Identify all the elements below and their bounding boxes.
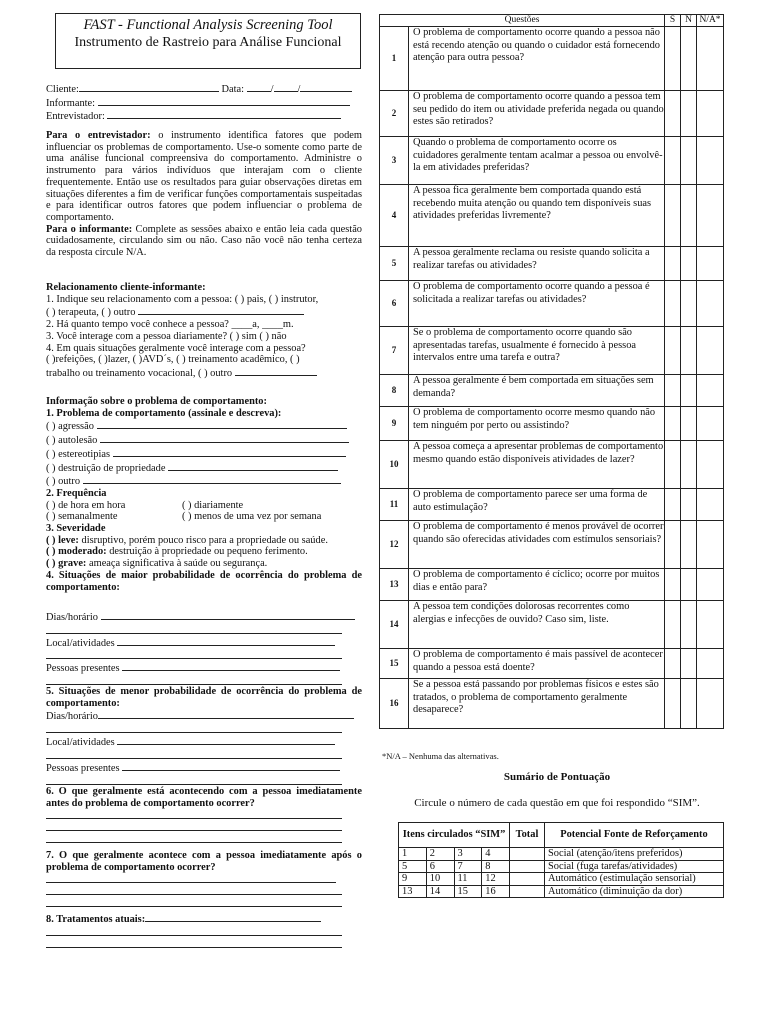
relationship-q1: 1. Indique seu relacionamento com a pessoa: ( ) pais, ( ) instrutor, <box>46 293 319 305</box>
question-number: 13 <box>380 569 409 601</box>
question-number: 4 <box>380 185 409 247</box>
behavior-heading: Informação sobre o problema de comportamento: <box>46 396 267 407</box>
cliente-label: Cliente: <box>46 84 79 95</box>
after-heading: 7. O que geralmente acontece com a pessoa imediatamente após o problema de comportamento ocorrer? <box>46 850 362 873</box>
local-field[interactable] <box>117 636 335 646</box>
summary-row <box>399 885 724 898</box>
na-answer-cell[interactable] <box>697 649 724 679</box>
summary-total-cell[interactable] <box>510 848 545 861</box>
no-answer-cell[interactable] <box>681 137 697 185</box>
yes-answer-cell[interactable] <box>665 27 681 91</box>
no-answer-cell[interactable] <box>681 91 697 137</box>
summary-total-cell[interactable] <box>510 860 545 873</box>
source-header: Potencial Fonte de Reforçamento <box>545 823 724 848</box>
problem-desc-field[interactable] <box>83 474 341 484</box>
question-text: Se o problema de comportamento ocorre quando são apresentadas tarefas, usualmente é fornecido à pessoa intervalos entre uma tarefa e outra? <box>409 327 665 375</box>
questions-body <box>380 27 724 729</box>
summary-row <box>399 848 724 861</box>
total-header: Total <box>510 823 545 848</box>
dias-label: Dias/horário <box>46 612 98 623</box>
summary-item-number[interactable]: 13 <box>399 885 427 898</box>
pessoas-field-2[interactable] <box>46 675 342 685</box>
question-row <box>380 185 724 247</box>
severity-moderado-text: destruição à propriedade ou pequeno ferimento. <box>109 546 308 558</box>
freq-option[interactable]: ( ) diariamente <box>182 499 244 511</box>
question-number: 14 <box>380 601 409 649</box>
na-answer-cell[interactable] <box>697 185 724 247</box>
relationship-other-field[interactable] <box>138 305 304 315</box>
cliente-field[interactable] <box>79 82 219 92</box>
question-number: 1 <box>380 27 409 91</box>
question-text: O problema de comportamento é menos provável de ocorrer quando são oferecidas atividades com estímulos sensoriais? <box>409 521 665 569</box>
na-answer-cell[interactable] <box>697 375 724 407</box>
before-field-2[interactable] <box>46 821 342 831</box>
dias-label: Dias/horário <box>46 711 98 723</box>
no-answer-cell[interactable] <box>681 569 697 601</box>
question-text: O problema de comportamento ocorre quando a pessoa tem seu pedido do item ou atividade preferida negada ou quando estes são retirados? <box>409 91 665 137</box>
yes-answer-cell[interactable] <box>665 327 681 375</box>
pessoas-field[interactable] <box>122 761 340 771</box>
question-text: A pessoa começa a apresentar problemas de comportamento mesmo quando estão disponíveis atividades de lazer? <box>409 441 665 489</box>
question-row <box>380 281 724 327</box>
treatments-field-3[interactable] <box>46 938 342 948</box>
dias-field-2[interactable] <box>46 723 342 733</box>
yes-answer-cell[interactable] <box>665 407 681 441</box>
summary-source: Social (fuga tarefas/atividades) <box>545 860 724 873</box>
yes-answer-cell[interactable] <box>665 649 681 679</box>
question-text: O problema de comportamento é cíclico; ocorre por muitos dias e então para? <box>409 569 665 601</box>
dias-field[interactable] <box>101 610 355 620</box>
yes-answer-cell[interactable] <box>665 247 681 281</box>
no-answer-cell[interactable] <box>681 489 697 521</box>
problem-desc-field[interactable] <box>113 447 346 457</box>
entrevistador-label: Entrevistador: <box>46 111 105 123</box>
relationship-section <box>46 282 362 380</box>
question-row <box>380 521 724 569</box>
na-answer-cell[interactable] <box>697 137 724 185</box>
yes-answer-cell[interactable] <box>665 375 681 407</box>
entrevistador-field[interactable] <box>107 109 341 119</box>
problem-desc-field[interactable] <box>168 461 338 471</box>
problem-item[interactable]: ( ) agressão <box>46 421 94 433</box>
yes-header: S <box>665 15 681 27</box>
no-answer-cell[interactable] <box>681 281 697 327</box>
informante-label: Informante: <box>46 97 96 109</box>
na-answer-cell[interactable] <box>697 521 724 569</box>
severity-leve-label[interactable]: ( ) leve: <box>46 534 79 546</box>
question-row <box>380 27 724 91</box>
question-row <box>380 375 724 407</box>
pessoas-label: Pessoas presentes <box>46 663 120 675</box>
severity-leve-text: disruptivo, porém pouco risco para a propriedade ou saúde. <box>81 534 328 546</box>
less-likely-heading: 5. Situações de menor probabilidade de ocorrência do problema de comportamento: <box>46 686 362 709</box>
local-field-2[interactable] <box>46 649 342 659</box>
to-informant-text: Complete as sessões abaixo e então leia cada questão cuidadosamente, circulando sim ou não. Caso não você não tenha certeza da resposta circule N/A. <box>46 223 363 259</box>
question-number: 9 <box>380 407 409 441</box>
dias-field[interactable] <box>98 709 354 719</box>
question-row <box>380 247 724 281</box>
na-answer-cell[interactable] <box>697 601 724 649</box>
behavior-section <box>46 396 362 593</box>
summary-item-number[interactable]: 10 <box>426 873 454 886</box>
question-text: A pessoa geralmente reclama ou resiste quando solicita a realizar tarefas ou atividades? <box>409 247 665 281</box>
relationship-q2: 2. Há quanto tempo você conhece a pessoa? ____a, ____m. <box>46 319 294 331</box>
data-label: Data: <box>221 84 245 95</box>
question-text: O problema de comportamento ocorre mesmo quando não tem ninguém por perto ou assistindo? <box>409 407 665 441</box>
situation-other-field[interactable] <box>235 366 317 376</box>
question-row <box>380 137 724 185</box>
more-likely-heading: 4. Situações de maior probabilidade de ocorrência do problema de comportamento: <box>46 569 362 593</box>
title-box <box>55 13 361 69</box>
to-interviewer-text: o instrumento identifica fatores que podem influenciar os problemas de comportamento. Use-o somente como parte de uma análise funcional compreensiva do comportamento. Administre o instrumento para vários indivíduos que interajam com o cliente frequentemente. Então use os resultados para guiar observações diretas em situações diferentes a fim de verificar funções comportamentais suspeitadas e para identificar outros fatores que podem influenciar o problema de comportamento. <box>46 130 362 223</box>
question-number: 5 <box>380 247 409 281</box>
summary-body <box>399 848 724 898</box>
question-row <box>380 441 724 489</box>
no-answer-cell[interactable] <box>681 441 697 489</box>
before-section <box>46 786 362 845</box>
less-likely-section <box>46 686 362 787</box>
problem-item[interactable]: ( ) autolesão <box>46 435 98 447</box>
problem-desc-field[interactable] <box>97 419 347 429</box>
question-number: 16 <box>380 679 409 729</box>
pessoas-field[interactable] <box>122 661 340 671</box>
summary-item-number[interactable]: 5 <box>399 860 427 873</box>
summary-item-number[interactable]: 9 <box>399 873 427 886</box>
yes-answer-cell[interactable] <box>665 569 681 601</box>
question-number: 7 <box>380 327 409 375</box>
summary-header-row <box>399 823 724 848</box>
severity-grave-label[interactable]: ( ) grave: <box>46 558 87 570</box>
instructions <box>46 130 362 259</box>
footnote: *N/A – Nenhuma das alternativas. <box>382 751 499 761</box>
after-field-2[interactable] <box>46 885 342 895</box>
summary-item-number[interactable]: 1 <box>399 848 427 861</box>
question-text: Quando o problema de comportamento ocorre os cuidadores geralmente tentam acalmar a pessoa ou envolvê-la em atividades preferidas? <box>409 137 665 185</box>
question-number: 12 <box>380 521 409 569</box>
question-number: 10 <box>380 441 409 489</box>
date-year-field[interactable] <box>300 82 352 92</box>
yes-answer-cell[interactable] <box>665 441 681 489</box>
severity-heading: 3. Severidade <box>46 523 106 535</box>
summary-source: Social (atenção/itens preferidos) <box>545 848 724 861</box>
na-answer-cell[interactable] <box>697 91 724 137</box>
summary-item-number[interactable]: 16 <box>482 885 510 898</box>
date-month-field[interactable] <box>274 82 298 92</box>
local-field[interactable] <box>117 735 335 745</box>
na-answer-cell[interactable] <box>697 569 724 601</box>
summary-total-cell[interactable] <box>510 873 545 886</box>
question-text: Se a pessoa está passando por problemas físicos e estes são tratados, o problema de comportamento geralmente desaparece? <box>409 679 665 729</box>
question-row <box>380 489 724 521</box>
summary-source: Automático (diminuição da dor) <box>545 885 724 898</box>
before-field[interactable] <box>46 809 342 819</box>
question-text: O problema de comportamento é mais passível de acontecer quando a pessoa está doente? <box>409 649 665 679</box>
freq-option[interactable]: ( ) de hora em hora <box>46 499 126 511</box>
treatments-section <box>46 912 362 950</box>
question-number: 3 <box>380 137 409 185</box>
question-row <box>380 679 724 729</box>
severity-moderado-label[interactable]: ( ) moderado: <box>46 546 107 558</box>
questions-header: Questões <box>380 15 665 27</box>
freq-option[interactable]: ( ) menos de uma vez por semana <box>182 511 322 523</box>
after-section <box>46 850 362 909</box>
no-answer-cell[interactable] <box>681 649 697 679</box>
local-field-2[interactable] <box>46 749 342 759</box>
summary-row <box>399 873 724 886</box>
local-label: Local/atividades <box>46 737 115 749</box>
problem-heading: 1. Problema de comportamento (assinale e descreva): <box>46 407 282 419</box>
summary-table <box>398 822 724 898</box>
question-number: 6 <box>380 281 409 327</box>
treatments-heading: 8. Tratamentos atuais: <box>46 914 146 925</box>
summary-item-number[interactable]: 12 <box>482 873 510 886</box>
summary-item-number[interactable]: 7 <box>454 860 482 873</box>
question-row <box>380 601 724 649</box>
questions-header-row <box>380 15 724 27</box>
na-answer-cell[interactable] <box>697 441 724 489</box>
problem-item[interactable]: ( ) destruição de propriedade <box>46 462 166 474</box>
na-answer-cell[interactable] <box>697 489 724 521</box>
after-field[interactable] <box>46 873 336 883</box>
summary-item-number[interactable]: 6 <box>426 860 454 873</box>
question-text: A pessoa tem condições dolorosas recorrentes como alergias e infecções de ouvido? Caso sim, liste. <box>409 601 665 649</box>
question-row <box>380 407 724 441</box>
na-answer-cell[interactable] <box>697 27 724 91</box>
summary-total-cell[interactable] <box>510 885 545 898</box>
no-answer-cell[interactable] <box>681 375 697 407</box>
frequency-heading: 2. Frequência <box>46 487 107 499</box>
questions-table <box>379 14 724 729</box>
items-header: Itens circulados “SIM” <box>399 823 510 848</box>
pessoas-field-2[interactable] <box>46 775 342 785</box>
no-answer-cell[interactable] <box>681 407 697 441</box>
summary-item-number[interactable]: 14 <box>426 885 454 898</box>
na-answer-cell[interactable] <box>697 327 724 375</box>
summary-item-number[interactable]: 15 <box>454 885 482 898</box>
question-row <box>380 327 724 375</box>
question-text: O problema de comportamento parece ser uma forma de auto estimulação? <box>409 489 665 521</box>
yes-answer-cell[interactable] <box>665 601 681 649</box>
yes-answer-cell[interactable] <box>665 521 681 569</box>
date-day-field[interactable] <box>247 82 271 92</box>
pessoas-label: Pessoas presentes <box>46 762 120 774</box>
treatments-field-2[interactable] <box>46 926 342 936</box>
question-text: O problema de comportamento ocorre quando a pessoa não está recendo atenção ou quando o cuidador está fornecendo atenção para outra pessoa? <box>409 27 665 91</box>
yes-answer-cell[interactable] <box>665 679 681 729</box>
question-row <box>380 649 724 679</box>
relationship-q1b: ( ) terapeuta, ( ) outro <box>46 307 136 319</box>
summary-item-number[interactable]: 8 <box>482 860 510 873</box>
no-answer-cell[interactable] <box>681 185 697 247</box>
before-heading: 6. O que geralmente está acontecendo com a pessoa imediatamente antes do problema de comportamento ocorrer? <box>46 786 362 809</box>
problem-item[interactable]: ( ) outro <box>46 476 81 488</box>
question-number: 2 <box>380 91 409 137</box>
relationship-q3: 3. Você interage com a pessoa diariamente? ( ) sim ( ) não <box>46 330 287 342</box>
title-portuguese: Instrumento de Rastreio para Análise Funcional <box>74 35 342 50</box>
summary-item-number[interactable]: 3 <box>454 848 482 861</box>
relationship-q4b: ( )refeições, ( )lazer, ( )AVD´s, ( ) treinamento acadêmico, ( ) <box>46 354 300 366</box>
id-fields: Cliente: Data: / / Informante: Entrevistador: <box>46 82 362 123</box>
before-field-3[interactable] <box>46 833 342 843</box>
na-answer-cell[interactable] <box>697 407 724 441</box>
question-row <box>380 569 724 601</box>
no-answer-cell[interactable] <box>681 247 697 281</box>
yes-answer-cell[interactable] <box>665 489 681 521</box>
na-answer-cell[interactable] <box>697 679 724 729</box>
summary-item-number[interactable]: 2 <box>426 848 454 861</box>
relationship-heading: Relacionamento cliente-informante: <box>46 282 206 293</box>
question-text: O problema de comportamento ocorre quando a pessoa é solicitada a realizar tarefas ou atividades? <box>409 281 665 327</box>
relationship-q4: 4. Em quais situações geralmente você interage com a pessoa? <box>46 342 306 354</box>
informante-field[interactable] <box>98 96 350 106</box>
relationship-q4c: trabalho ou treinamento vocacional, ( ) outro <box>46 367 233 379</box>
freq-option[interactable]: ( ) semanalmente <box>46 511 118 523</box>
question-text: A pessoa geralmente é bem comportada em situações sem demanda? <box>409 375 665 407</box>
yes-answer-cell[interactable] <box>665 185 681 247</box>
no-answer-cell[interactable] <box>681 327 697 375</box>
no-answer-cell[interactable] <box>681 521 697 569</box>
severity-grave-text: ameaça significativa à saúde ou segurança. <box>89 558 268 570</box>
yes-answer-cell[interactable] <box>665 281 681 327</box>
question-number: 11 <box>380 489 409 521</box>
na-answer-cell[interactable] <box>697 281 724 327</box>
no-header: N <box>681 15 697 27</box>
summary-item-number[interactable]: 11 <box>454 873 482 886</box>
na-header: N/A* <box>697 15 724 27</box>
treatments-field[interactable] <box>145 912 321 922</box>
no-answer-cell[interactable] <box>681 679 697 729</box>
question-row <box>380 91 724 137</box>
na-answer-cell[interactable] <box>697 247 724 281</box>
after-field-3[interactable] <box>46 897 342 907</box>
problem-item[interactable]: ( ) estereotipias <box>46 448 111 460</box>
to-interviewer-label: Para o entrevistador: <box>46 130 151 141</box>
summary-item-number[interactable]: 4 <box>482 848 510 861</box>
more-likely-fields <box>46 610 362 687</box>
problem-desc-field[interactable] <box>100 433 349 443</box>
title-english: FAST - Functional Analysis Screening Tool <box>83 17 333 33</box>
summary-row <box>399 860 724 873</box>
summary-instruction: Circule o número de cada questão em que foi respondido “SIM”. <box>414 797 700 809</box>
yes-answer-cell[interactable] <box>665 91 681 137</box>
dias-field-2[interactable] <box>46 624 342 634</box>
summary-title: Sumário de Pontuação <box>503 771 611 783</box>
question-number: 8 <box>380 375 409 407</box>
summary-source: Automático (estimulação sensorial) <box>545 873 724 886</box>
question-text: A pessoa fica geralmente bem comportada quando está recebendo muita atenção ou quando tem disponíveis suas atividades preferidas livremente? <box>409 185 665 247</box>
yes-answer-cell[interactable] <box>665 137 681 185</box>
to-informant-label: Para o informante: <box>46 223 133 235</box>
no-answer-cell[interactable] <box>681 27 697 91</box>
question-number: 15 <box>380 649 409 679</box>
no-answer-cell[interactable] <box>681 601 697 649</box>
local-label: Local/atividades <box>46 637 115 649</box>
